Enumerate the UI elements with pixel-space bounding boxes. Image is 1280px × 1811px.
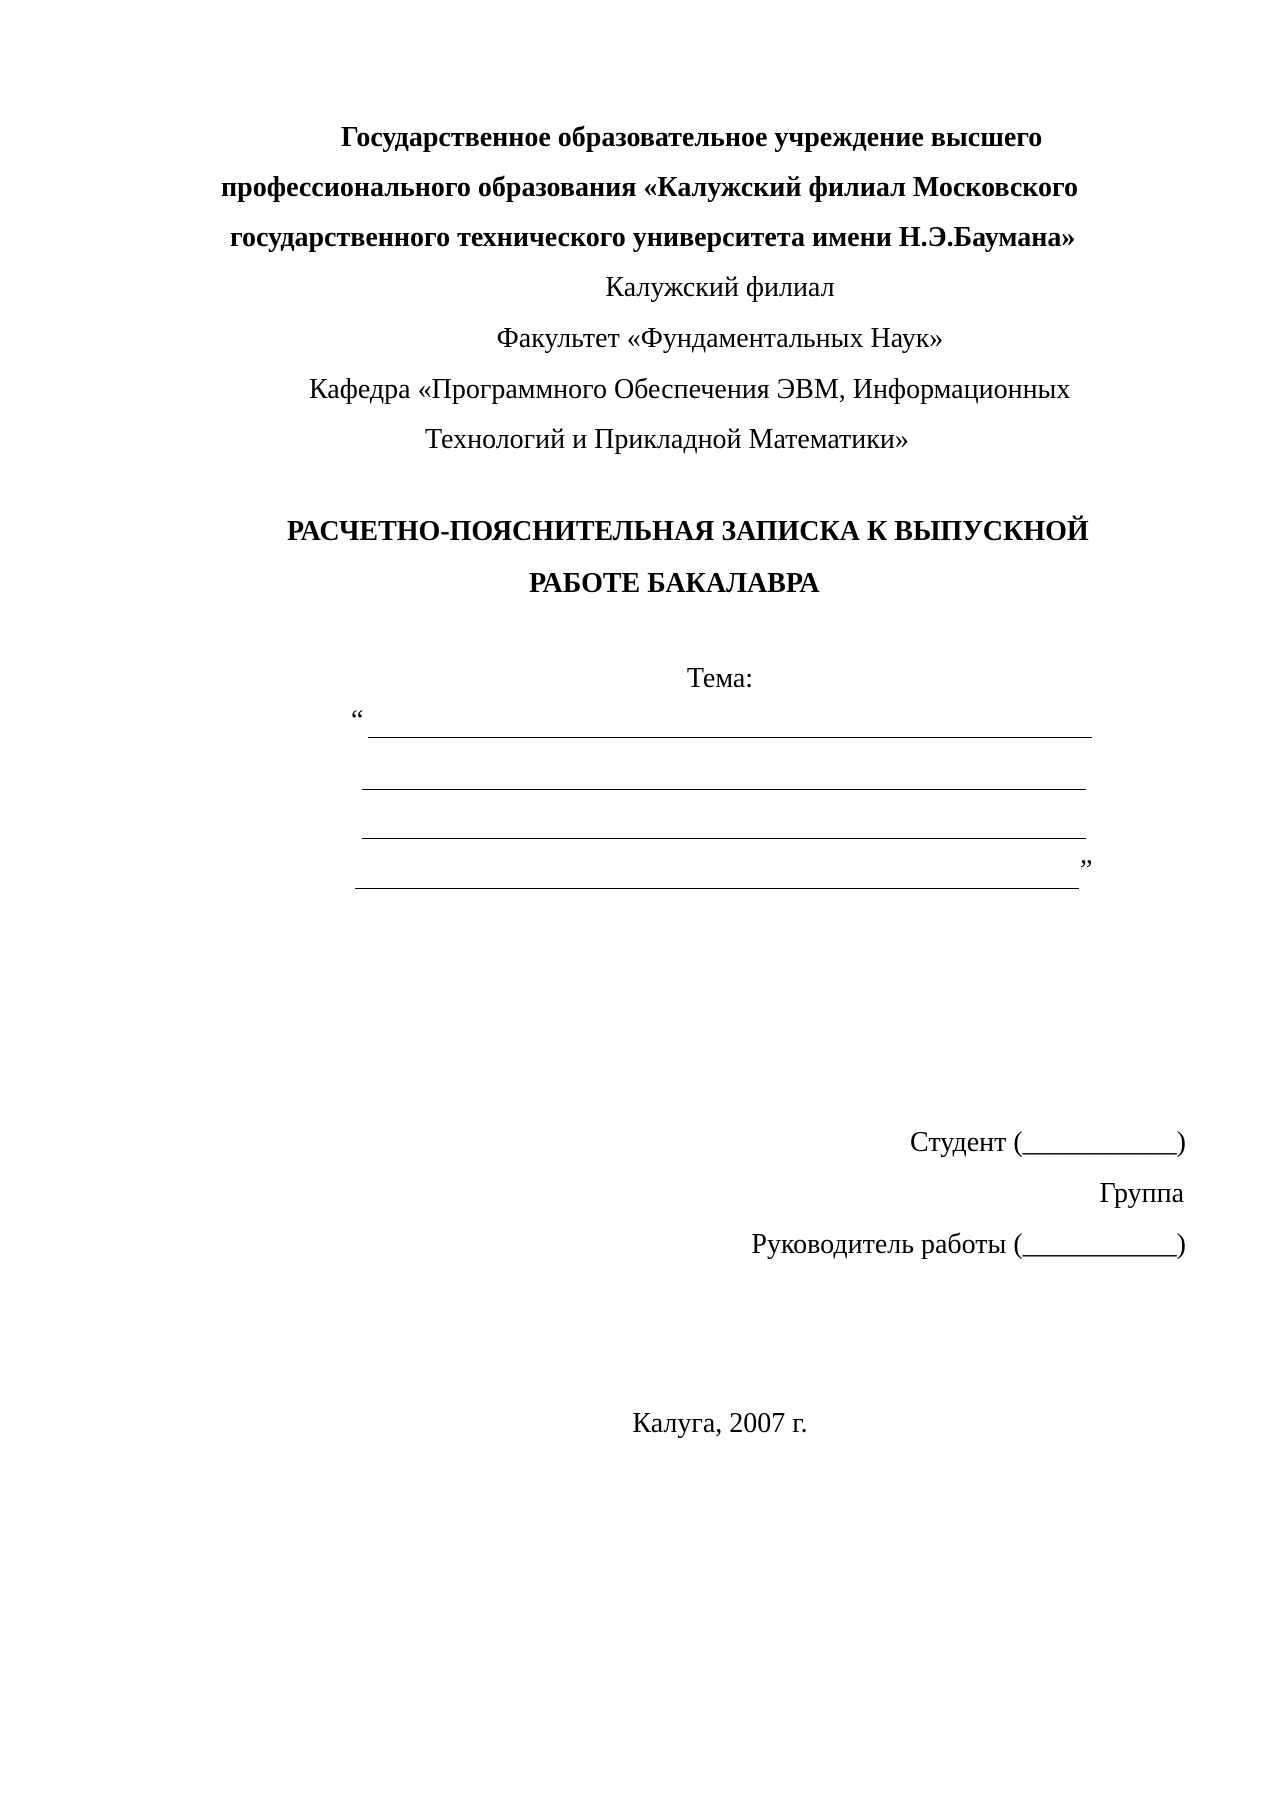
topic-open-quote: “ bbox=[351, 705, 364, 736]
document-title-line-2: РАБОТЕ БАКАЛАВРА bbox=[529, 568, 820, 599]
group-label: Группа bbox=[1099, 1178, 1184, 1209]
department-line-1: Кафедра «Программного Обеспечения ЭВМ, Информационных bbox=[309, 374, 1071, 405]
student-signature: Студент (___________) bbox=[910, 1127, 1186, 1158]
topic-blank-line-2 bbox=[362, 789, 1086, 790]
topic-blank-line-3 bbox=[362, 838, 1086, 839]
institution-line-1: Государственное образовательное учреждение высшего bbox=[341, 122, 1043, 153]
department-line-2: Технологий и Прикладной Математики» bbox=[425, 424, 909, 455]
institution-line-3: государственного технического университета имени Н.Э.Баумана» bbox=[230, 222, 1076, 253]
branch-name: Калужский филиал bbox=[605, 272, 835, 303]
institution-line-2: профессионального образования «Калужский филиал Московского bbox=[221, 172, 1079, 203]
document-title-line-1: РАСЧЕТНО-ПОЯСНИТЕЛЬНАЯ ЗАПИСКА К ВЫПУСКНОЙ bbox=[287, 516, 1089, 547]
city-year: Калуга, 2007 г. bbox=[632, 1408, 808, 1439]
faculty-name: Факультет «Фундаментальных Наук» bbox=[496, 323, 944, 354]
topic-blank-line-1 bbox=[368, 737, 1092, 738]
topic-close-quote: ” bbox=[1080, 855, 1093, 886]
topic-blank-line-4 bbox=[355, 888, 1079, 889]
topic-label: Тема: bbox=[686, 663, 754, 694]
supervisor-signature: Руководитель работы (___________) bbox=[751, 1229, 1186, 1260]
